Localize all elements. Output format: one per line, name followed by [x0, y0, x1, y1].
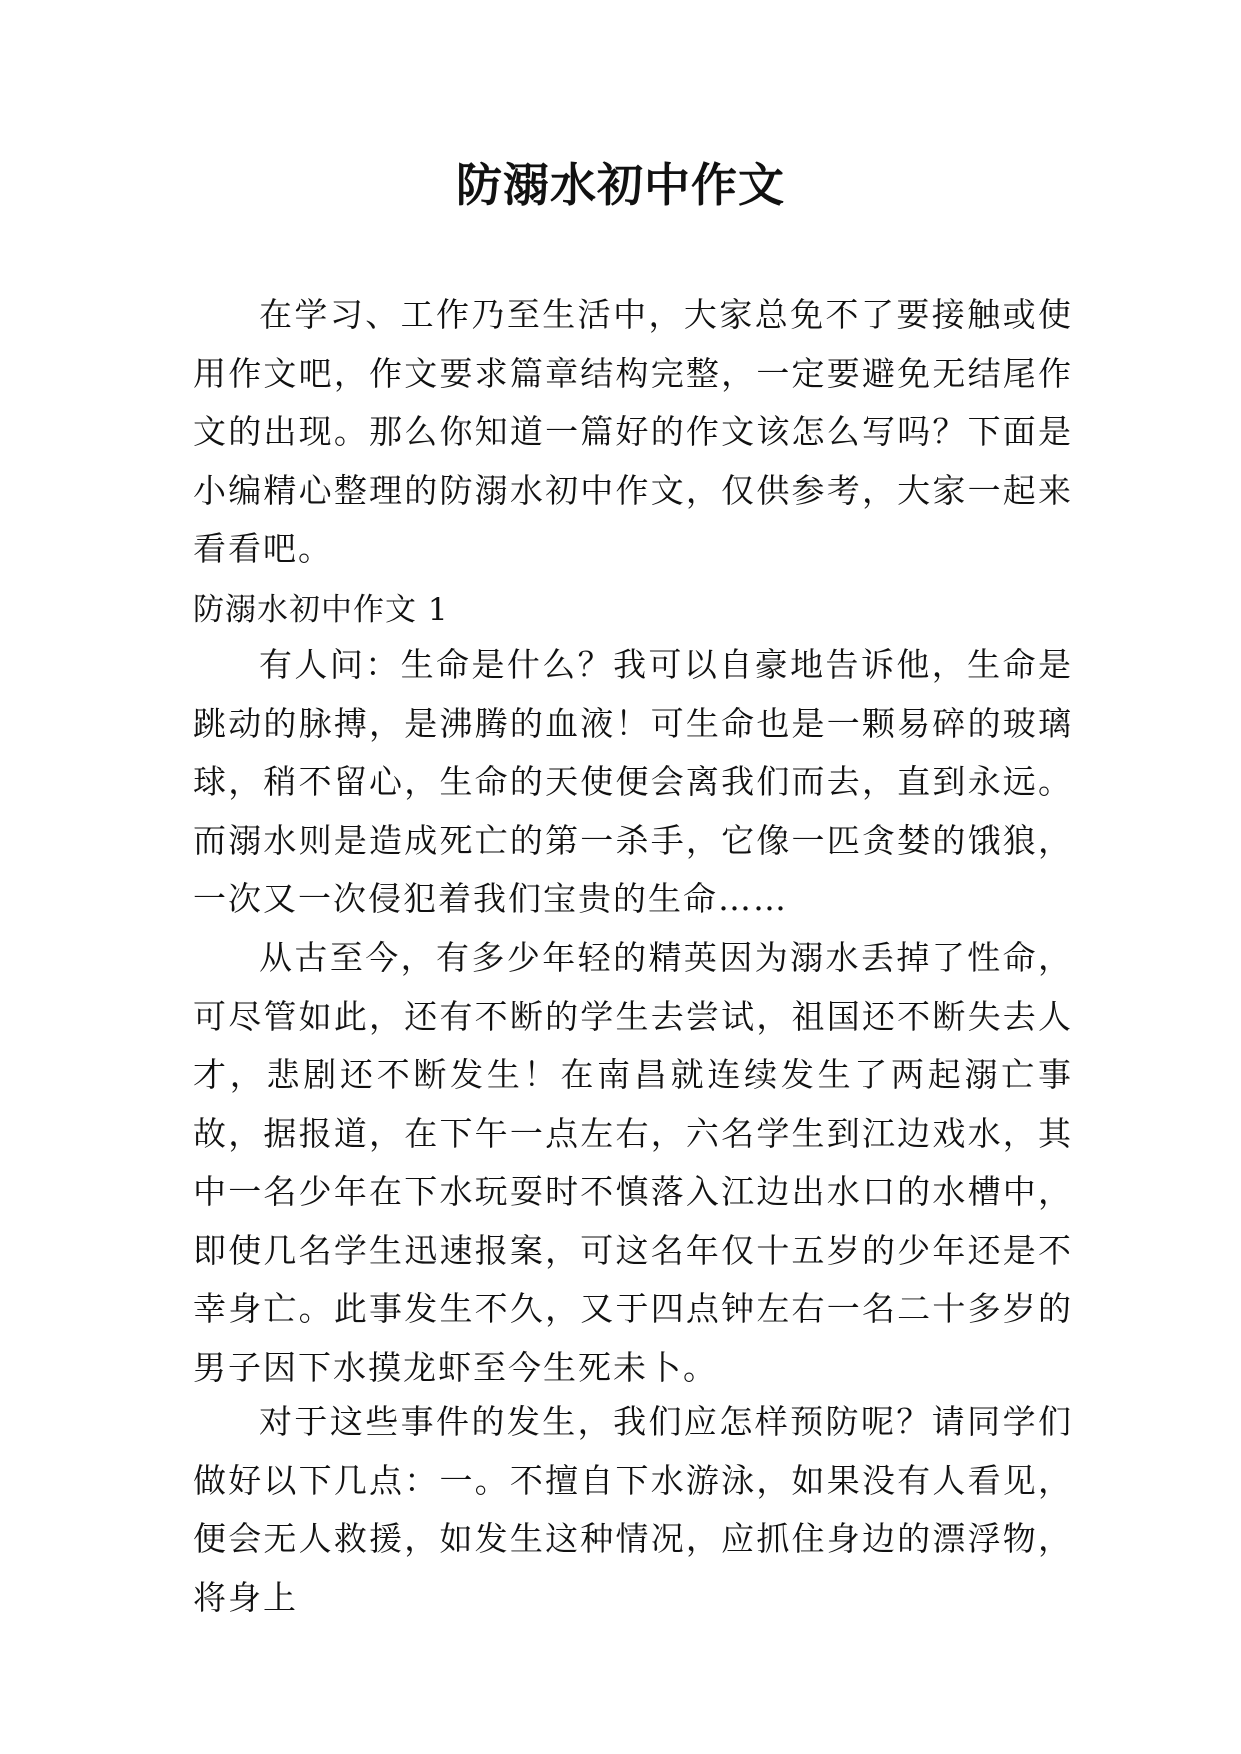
body-paragraph: 有人问：生命是什么？我可以自豪地告诉他，生命是跳动的脉搏，是沸腾的血液！可生命也是一颗易碎的玻璃球，稍不留心，生命的天使便会离我们而去，直到永远。而溺水则是造成死亡的第一杀手，它像一匹贪婪的饿狼，一次又一次侵犯着我们宝贵的生命……	[193, 645, 1073, 918]
intro-paragraph: 在学习、工作乃至生活中，大家总免不了要接触或使用作文吧，作文要求篇章结构完整，一定要避免无结尾作文的出现。那么你知道一篇好的作文该怎么写吗？下面是小编精心整理的防溺水初中作文，仅供参考，大家一起来看看吧。	[193, 295, 1073, 568]
section-heading: 防溺水初中作文 1	[193, 592, 449, 628]
body-paragraph: 对于这些事件的发生，我们应怎样预防呢？请同学们做好以下几点：一。不擅自下水游泳，如果没有人看见，便会无人救援，如发生这种情况，应抓住身边的漂浮物，将身上	[193, 1402, 1073, 1617]
body-paragraph: 从古至今，有多少年轻的精英因为溺水丢掉了性命，可尽管如此，还有不断的学生去尝试，祖国还不断失去人才，悲剧还不断发生！在南昌就连续发生了两起溺亡事故，据报道，在下午一点左右，六名学生到江边戏水，其中一名少年在下水玩耍时不慎落入江边出水口的水槽中，即使几名学生迅速报案，可这名年仅十五岁的少年还是不幸身亡。此事发生不久，又于四点钟左右一名二十多岁的男子因下水摸龙虾至今生死未卜。	[193, 938, 1073, 1387]
document-title: 防溺水初中作文	[456, 158, 785, 212]
